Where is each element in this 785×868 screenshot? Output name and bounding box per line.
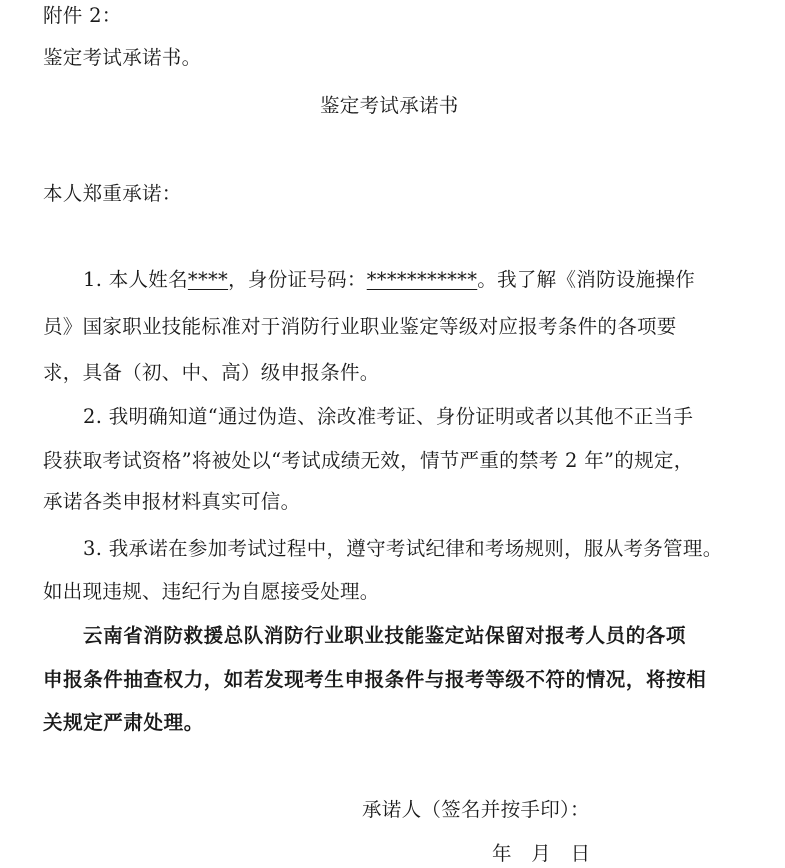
name-field: **** xyxy=(187,268,229,291)
item1-prefix: 1. 本人姓名 xyxy=(83,268,188,291)
item3-line2: 如出现违规、违纪行为自愿接受处理。 xyxy=(43,580,380,603)
item1-line2: 员》国家职业技能标准对于消防行业职业鉴定等级对应报考条件的各项要 xyxy=(43,315,677,338)
id-number-field: *********** xyxy=(366,268,478,291)
notice-line2: 申报条件抽查权力，如若发现考生申报条件与报考等级不符的情况，将按相 xyxy=(43,668,707,691)
signature-date: 年 月 日 xyxy=(492,842,591,865)
notice-line1: 云南省消防救援总队消防行业职业技能鉴定站保留对报考人员的各项 xyxy=(83,624,687,647)
item1-suffix: 。我了解《消防设施操作 xyxy=(477,268,696,291)
intro-text: 本人郑重承诺： xyxy=(43,182,182,205)
document-subtitle: 鉴定考试承诺书。 xyxy=(43,46,202,69)
item2-line3: 承诺各类申报材料真实可信。 xyxy=(43,490,301,513)
attachment-label: 附件 2： xyxy=(43,4,122,27)
item1-line3: 求，具备（初、中、高）级申报条件。 xyxy=(43,361,380,384)
item3-line1: 3. 我承诺在参加考试过程中，遵守考试纪律和考场规则，服从考务管理。 xyxy=(83,537,723,560)
document-title: 鉴定考试承诺书 xyxy=(320,94,459,117)
item2-line2: 段获取考试资格”将被处以“考试成绩无效，情节严重的禁考 2 年”的规定， xyxy=(43,449,694,472)
signature-label: 承诺人（签名并按手印）： xyxy=(362,798,590,821)
item2-line1: 2. 我明确知道“通过伪造、涂改准考证、身份证明或者以其他不正当手 xyxy=(83,405,694,428)
item1-mid: ，身份证号码： xyxy=(228,268,367,291)
notice-line3: 关规定严肃处理。 xyxy=(43,711,204,734)
item1-line1 xyxy=(83,268,695,292)
